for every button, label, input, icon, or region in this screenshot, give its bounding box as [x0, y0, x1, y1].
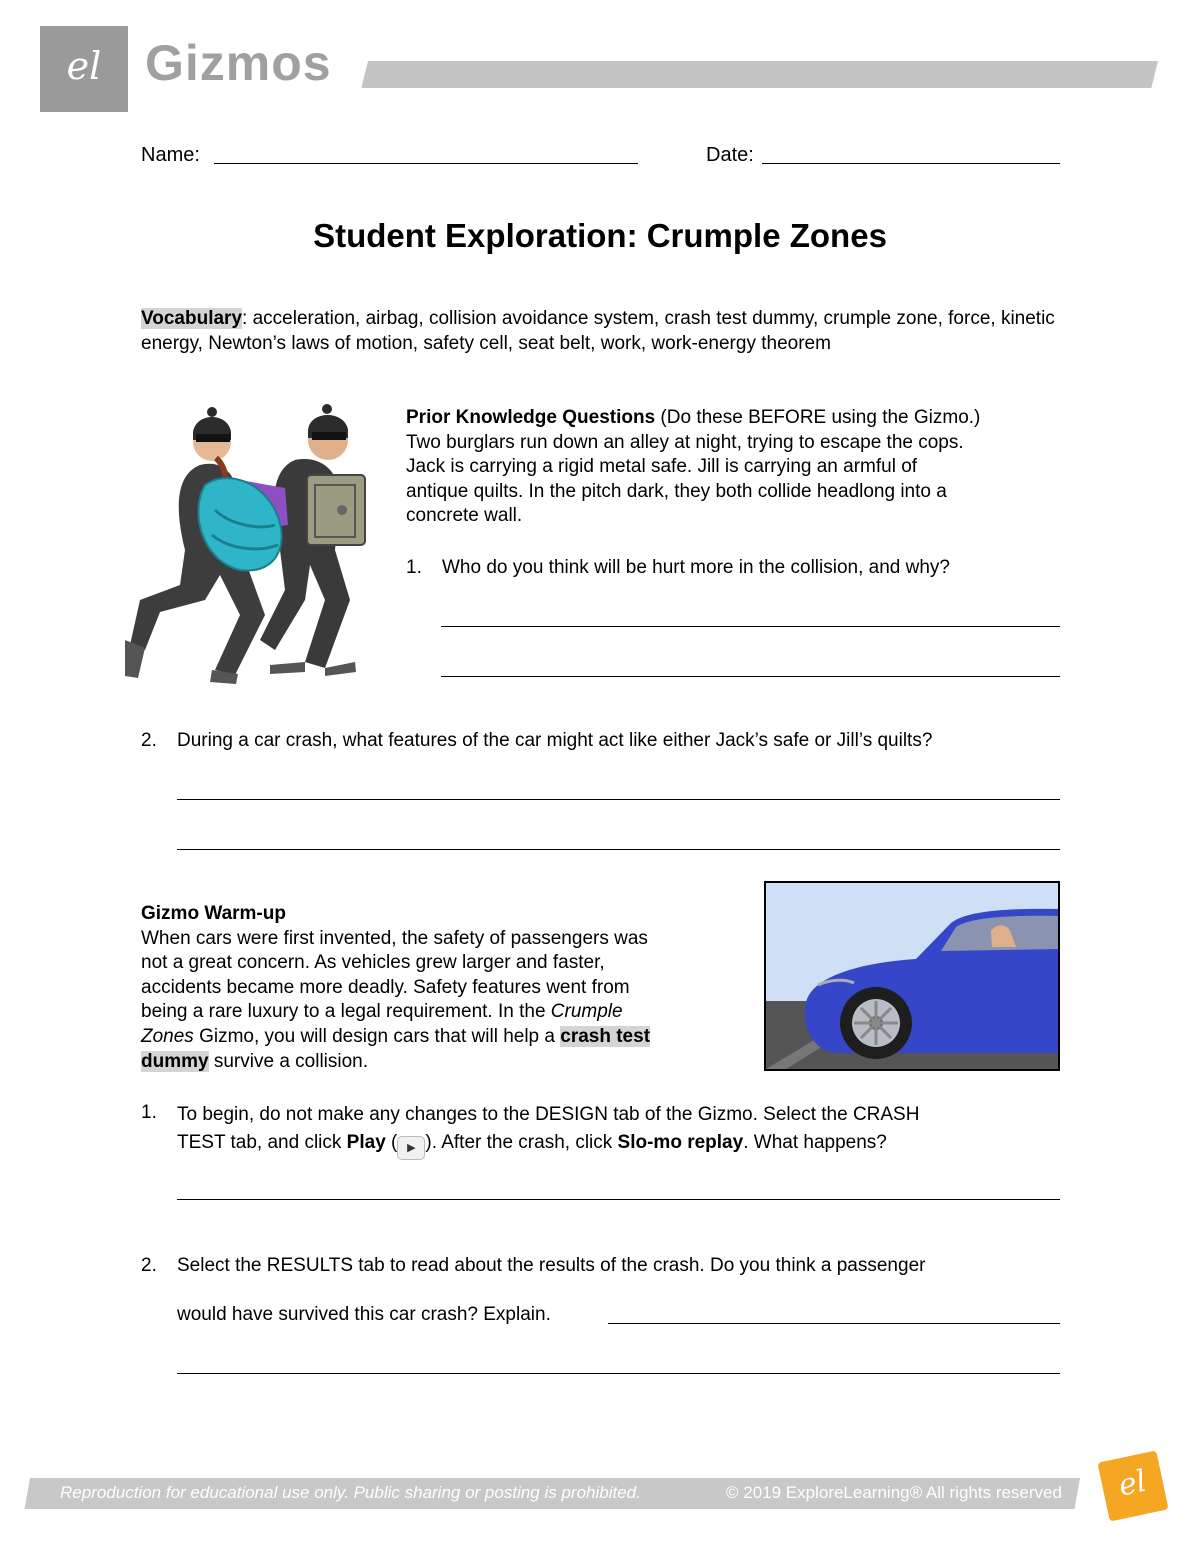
name-label: Name: — [141, 144, 200, 166]
vocab-highlight: dummy — [141, 1050, 209, 1072]
play-label: Play — [346, 1132, 386, 1153]
explorelearning-logo: el — [40, 26, 128, 112]
warmup-heading: Gizmo Warm-up — [141, 903, 286, 924]
warmup-line: When cars were first invented, the safety of passengers was — [141, 927, 648, 949]
prior-q2-text: During a car crash, what features of the car might act like either Jack’s safe or Jill’s quilts? — [177, 730, 933, 751]
prior-line: Two burglars run down an alley at night, trying to escape the cops. — [406, 431, 964, 453]
header-bar — [361, 61, 1158, 88]
footer-logo: el — [1097, 1450, 1168, 1521]
warmup-line: Zones Gizmo, you will design cars that will help a crash test — [141, 1025, 651, 1047]
prior-knowledge — [406, 406, 1066, 529]
warmup-section — [141, 902, 741, 1074]
warmup-q2-text-a: Select the RESULTS tab to read about the results of the crash. Do you think a passenger — [177, 1255, 926, 1276]
answer-line[interactable] — [177, 1373, 1060, 1374]
prior-line: antique quilts. In the pitch dark, they both collide headlong into a — [406, 480, 947, 502]
date-field[interactable] — [762, 163, 1060, 164]
warmup-line: being a rare luxury to a legal requirement. In the Crumple — [141, 1001, 623, 1023]
answer-line[interactable] — [177, 849, 1060, 850]
slomo-label: Slo-mo replay — [617, 1132, 744, 1153]
prior-line: concrete wall. — [406, 505, 523, 527]
prior-heading: Prior Knowledge Questions — [406, 407, 656, 428]
date-label: Date: — [706, 144, 754, 166]
footer-disclaimer: Reproduction for educational use only. Public sharing or posting is prohibited. — [60, 1483, 641, 1502]
warmup-q1-text: To begin, do not make any changes to the DESIGN tab of the Gizmo. Select the CRASH TEST tab, and click Play ( ▶ ). After the crash, click Slo-mo replay. What happens? — [177, 1101, 1057, 1160]
vocabulary-text: : acceleration, airbag, collision avoidance system, crash test dummy, crumple zone, force, kinetic energy, Newton’s laws of motion, safety cell, seat belt, work, work-energy theorem — [141, 308, 1055, 354]
car-image — [764, 881, 1060, 1071]
warmup-line: dummy survive a collision. — [141, 1050, 369, 1072]
play-icon: ▶ — [397, 1136, 425, 1160]
warmup-q2-number: 2. — [141, 1255, 157, 1276]
prior-q1-number: 1. — [406, 557, 422, 578]
warmup-line: accidents became more deadly. Safety features went from — [141, 976, 630, 998]
answer-line[interactable] — [177, 1199, 1060, 1200]
warmup-q1-number: 1. — [141, 1102, 157, 1123]
prior-line: Jack is carrying a rigid metal safe. Jill is carrying an armful of — [406, 456, 918, 478]
vocab-highlight: crash test — [560, 1025, 651, 1047]
answer-line[interactable] — [441, 676, 1060, 677]
warmup-q2-text-b: would have survived this car crash? Explain. — [177, 1304, 551, 1325]
answer-line[interactable] — [177, 799, 1060, 800]
answer-line[interactable] — [441, 626, 1060, 627]
prior-heading-note: (Do these BEFORE using the Gizmo.) — [655, 407, 981, 428]
vocabulary — [141, 307, 1066, 356]
jill-figure — [125, 407, 288, 684]
footer-copyright: © 2019 ExploreLearning® All rights reserved — [726, 1483, 1062, 1502]
prior-q1-text: Who do you think will be hurt more in the collision, and why? — [442, 557, 950, 578]
burglars-illustration — [120, 400, 390, 690]
name-field[interactable] — [214, 163, 638, 164]
page-title: Student Exploration: Crumple Zones — [313, 217, 887, 254]
vocabulary-label: Vocabulary — [141, 308, 243, 329]
answer-line[interactable] — [608, 1323, 1060, 1324]
gizmos-brand: Gizmos — [145, 35, 332, 91]
prior-q2-number: 2. — [141, 730, 157, 751]
warmup-line: not a great concern. As vehicles grew larger and faster, — [141, 952, 605, 974]
